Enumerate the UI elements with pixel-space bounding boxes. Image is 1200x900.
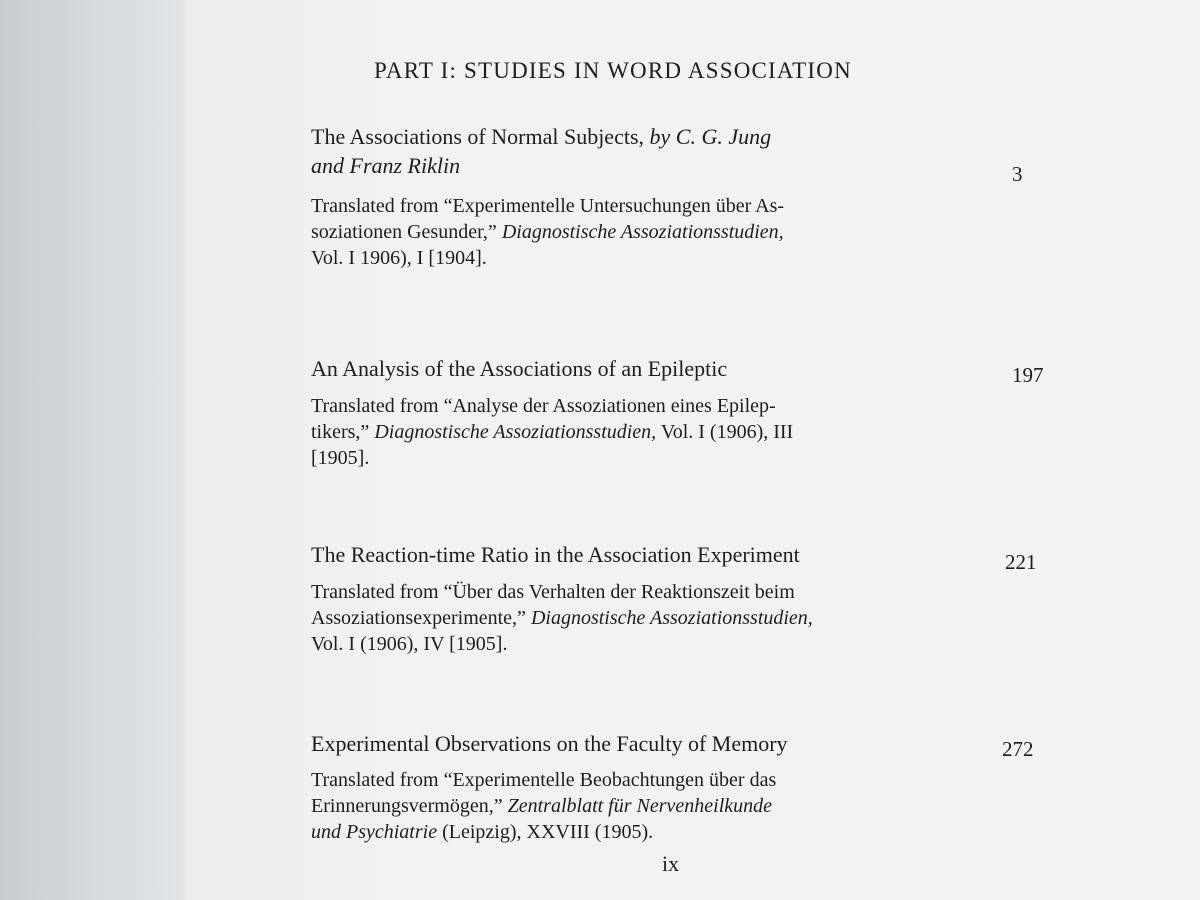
- note-line: Assoziationsexperimente,” Diagnostische Assoziationsstudien,: [311, 607, 813, 629]
- entry-title-text: The Associations of Normal Subjects,: [311, 124, 650, 149]
- entry-translation-note: [311, 393, 793, 471]
- note-line: Translated from “Experimentelle Beobachtungen über das: [311, 769, 777, 791]
- entry-title-text: An Analysis of the Associations of an Epileptic: [311, 356, 728, 381]
- entry-translation-note: [311, 579, 813, 657]
- part-title: PART I: STUDIES IN WORD ASSOCIATION: [374, 58, 852, 83]
- entry-title: [311, 354, 727, 383]
- note-line: Translated from “Analyse der Assoziationen eines Epilep-: [311, 395, 776, 417]
- page-folio: ix: [662, 851, 680, 876]
- entry-title-text: The Reaction-time Ratio in the Association Experiment: [311, 542, 800, 567]
- entry-title-text: Experimental Observations on the Faculty of Memory: [311, 731, 788, 756]
- entry-title: [311, 540, 800, 569]
- entry-title: [311, 122, 771, 180]
- entry-translation-note: [311, 193, 784, 271]
- note-line: Vol. I (1906), IV [1905].: [311, 633, 508, 655]
- note-line: Translated from “Über das Verhalten der Reaktionszeit beim: [311, 581, 795, 603]
- entry-page-number: 3: [1012, 162, 1023, 186]
- note-line: und Psychiatrie (Leipzig), XXVIII (1905).: [311, 821, 654, 843]
- entry-translation-note: [311, 767, 776, 845]
- note-line: tikers,” Diagnostische Assoziationsstudien, Vol. I (1906), III: [311, 421, 794, 443]
- entry-authors: by C. G. Jung: [649, 124, 772, 149]
- note-line: Vol. I 1906), I [1904].: [311, 247, 487, 269]
- entry-title: [311, 729, 788, 758]
- entry-page-number: 197: [1012, 363, 1044, 387]
- note-line: [1905].: [311, 447, 370, 469]
- entry-authors-continued: and Franz Riklin: [311, 153, 461, 178]
- note-line: Translated from “Experimentelle Untersuchungen über As-: [311, 195, 785, 217]
- entry-page-number: 272: [1002, 737, 1034, 761]
- note-line: soziationen Gesunder,” Diagnostische Assoziationsstudien,: [311, 221, 784, 243]
- note-line: Erinnerungsvermögen,” Zentralblatt für Nervenheilkunde: [311, 795, 773, 817]
- entry-page-number: 221: [1005, 550, 1037, 574]
